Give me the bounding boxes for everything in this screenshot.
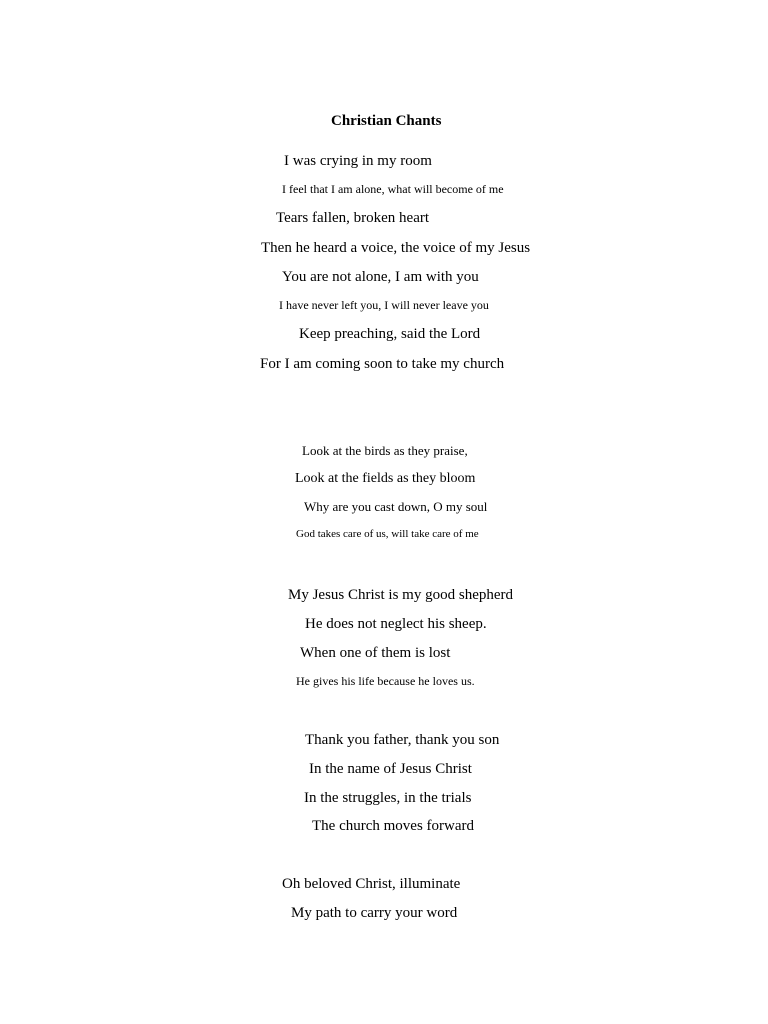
document-title: Christian Chants xyxy=(331,113,442,129)
poem-line: My Jesus Christ is my good shepherd xyxy=(288,587,513,603)
poem-line: My path to carry your word xyxy=(291,905,458,921)
poem-line: I feel that I am alone, what will become of me xyxy=(282,182,504,196)
poem-line: God takes care of us, will take care of me xyxy=(296,528,479,540)
poem-line: Look at the fields as they bloom xyxy=(295,471,476,486)
poem-line: Then he heard a voice, the voice of my Jesus xyxy=(261,240,531,256)
poem-line: In the name of Jesus Christ xyxy=(309,761,472,777)
poem-line: When one of them is lost xyxy=(300,645,451,661)
poem-line: Look at the birds as they praise, xyxy=(302,443,468,458)
poem-line: For I am coming soon to take my church xyxy=(260,356,505,372)
poem-line: Tears fallen, broken heart xyxy=(276,210,430,226)
poem-line: He does not neglect his sheep. xyxy=(305,616,487,632)
poem-line: Keep preaching, said the Lord xyxy=(299,326,481,342)
poem-line: Why are you cast down, O my soul xyxy=(304,499,488,514)
poem-line: Oh beloved Christ, illuminate xyxy=(282,876,461,892)
poem-line: Thank you father, thank you son xyxy=(305,732,500,748)
poem-line: I was crying in my room xyxy=(284,153,432,169)
poem-line: He gives his life because he loves us. xyxy=(296,674,475,688)
poem-line: The church moves forward xyxy=(312,818,475,834)
poem-line: I have never left you, I will never leave you xyxy=(279,298,489,312)
poem-line: You are not alone, I am with you xyxy=(282,269,479,285)
poem-line: In the struggles, in the trials xyxy=(304,790,472,806)
